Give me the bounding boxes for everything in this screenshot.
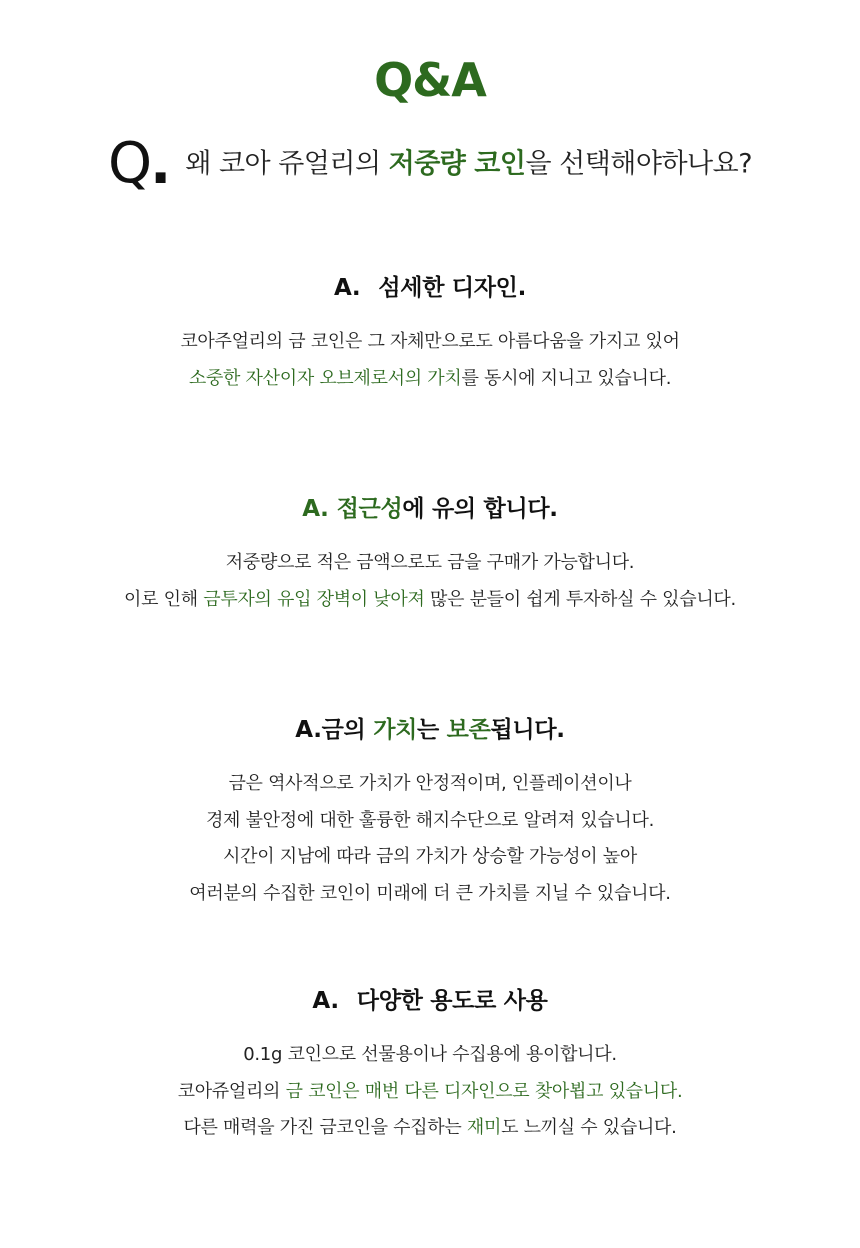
answer-line-text: 를 동시에 지니고 있습니다. <box>461 367 672 389</box>
answer-section-design <box>0 272 860 397</box>
answer-heading <box>0 493 860 525</box>
answer-heading <box>0 985 860 1017</box>
answer-label: A. <box>295 717 322 743</box>
answer-line <box>0 1037 860 1074</box>
answer-label: A. <box>333 275 361 301</box>
answer-label: A. <box>312 988 339 1014</box>
answer-section-uses <box>0 985 860 1147</box>
answer-line <box>0 803 860 840</box>
answer-section-accessibility <box>0 493 860 618</box>
answer-line-text: 많은 분들이 쉽게 투자하실 수 있습니다. <box>424 588 736 610</box>
answer-label: A. <box>302 496 329 522</box>
question-text-before: 왜 코아 쥬얼리의 <box>185 148 389 180</box>
answer-heading-highlight: 접근성 <box>336 496 403 522</box>
answer-body <box>0 1037 860 1147</box>
answer-line-text: 0.1g 코인으로 선물용이나 수집용에 용이합니다. <box>243 1044 617 1065</box>
answer-section-value <box>0 714 860 912</box>
answer-line <box>0 1074 860 1111</box>
answer-heading-text: 는 <box>417 717 447 743</box>
answer-line <box>0 766 860 803</box>
answer-line <box>0 361 860 398</box>
question-text-after: 을 선택해야하나요? <box>525 148 753 180</box>
answer-heading <box>0 714 860 746</box>
answer-line-text: 다른 매력을 가진 금코인을 수집하는 <box>183 1117 467 1138</box>
question-highlight: 저중량 코인 <box>388 148 526 180</box>
answer-body <box>0 766 860 912</box>
answer-line-highlight: 재미 <box>466 1117 502 1138</box>
answer-heading-text: 섬세한 디자인. <box>378 275 527 301</box>
answer-line-text: 코아쥬얼리의 <box>177 1080 286 1102</box>
question-row <box>0 132 860 197</box>
answer-line-text: 도 느끼실 수 있습니다. <box>501 1117 677 1138</box>
answer-line-text: 이로 인해 <box>124 588 204 610</box>
answer-line-highlight: 소중한 자산이자 오브제로서의 가치 <box>188 367 462 389</box>
answer-line-text: 저중량으로 적은 금액으로도 금을 구매가 가능합니다. <box>225 552 635 573</box>
answer-line-text: 금은 역사적으로 가치가 안정적이며, 인플레이션이나 <box>228 773 632 794</box>
answer-line <box>0 839 860 876</box>
answer-line <box>0 582 860 619</box>
answer-heading <box>0 272 860 304</box>
answer-heading-text: 됩니다. <box>490 717 565 743</box>
answer-heading-text: 다양한 용도로 사용 <box>356 988 548 1014</box>
answer-heading-highlight: 가치 <box>373 717 418 743</box>
answer-line-text: 경제 불안정에 대한 훌륭한 해지수단으로 알려져 있습니다. <box>205 809 655 831</box>
question-mark-letter: Q <box>107 131 151 197</box>
answer-body <box>0 324 860 397</box>
answer-line-highlight: 시간이 지남에 따라 금의 가치가 상승할 가능성이 높아 <box>223 846 637 867</box>
answer-line-highlight: 금투자의 유입 장벽이 낮아져 <box>203 588 425 610</box>
answer-line-text: 코아주얼리의 금 코인은 그 자체만으로도 아름다움을 가지고 있어 <box>180 331 680 352</box>
answer-heading-text: 금의 <box>321 717 374 743</box>
question-mark-dot: . <box>150 131 172 197</box>
answer-line-highlight: 금 코인은 매번 다른 디자인으로 찾아뵙고 있습니다. <box>285 1080 683 1102</box>
answer-line <box>0 545 860 582</box>
answer-line-text: 여러분의 수집한 코인이 미래에 더 큰 가치를 지닐 수 있습니다. <box>189 882 671 904</box>
page-title: Q&A <box>374 53 486 107</box>
answer-line <box>0 876 860 913</box>
answer-line <box>0 324 860 361</box>
answer-heading-highlight: 보존 <box>446 717 491 743</box>
answer-body <box>0 545 860 618</box>
answer-heading-text: 에 유의 합니다. <box>402 496 558 522</box>
answer-line <box>0 1110 860 1147</box>
question-text <box>185 149 752 180</box>
